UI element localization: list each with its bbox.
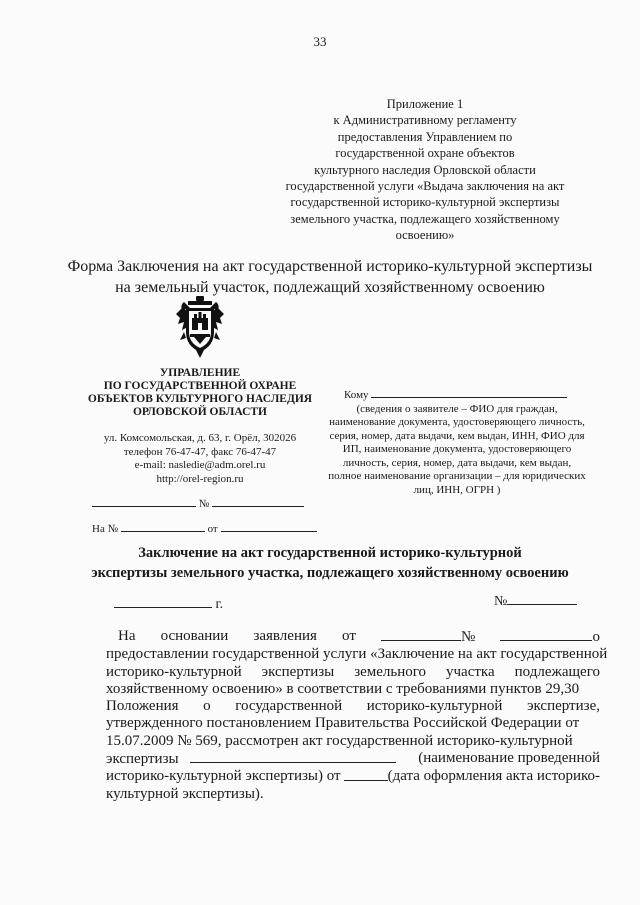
reference-date-blank[interactable]	[221, 521, 317, 532]
conclusion-title-line: Заключение на акт государственной историко-культурной	[138, 545, 522, 561]
appendix-line: к Административному регламенту	[333, 113, 517, 128]
body-line	[106, 681, 600, 698]
appendix-line: освоению»	[395, 228, 455, 243]
body-word: основании	[160, 628, 229, 644]
recipient-hint-line: (сведения о заявителе – ФИО для граждан,	[356, 402, 558, 415]
application-date-blank[interactable]	[381, 628, 461, 641]
agency-website: http://orel-region.ru	[156, 472, 244, 485]
body-word: На	[118, 628, 136, 644]
form-title-line: Форма Заключения на акт государственной историко-культурной экспертизы	[67, 258, 593, 275]
outgoing-number-line	[92, 496, 304, 510]
body-line	[106, 646, 608, 663]
body-text-line: 15.07.2009 № 569, рассмотрен акт государственной историко-культурной	[106, 732, 573, 749]
body-word: государственной	[235, 698, 343, 715]
outgoing-date-blank[interactable]	[92, 496, 196, 507]
recipient-hint-line: серия, номер, дата выдачи, кем выдан, ИНН, ФИО для	[329, 429, 585, 442]
appendix-header	[260, 96, 590, 244]
body-word: земельного	[354, 663, 427, 680]
recipient-hint-line: лиц, ИНН, ОГРН )	[413, 483, 501, 496]
outgoing-number-sign: №	[198, 498, 210, 510]
body-word: о	[592, 629, 600, 645]
recipient-hint-line: наименование документа, удостоверяющего личность,	[329, 416, 585, 428]
agency-name-line: ОБЪЕКТОВ КУЛЬТУРНОГО НАСЛЕДИЯ	[87, 393, 313, 405]
appendix-line: культурного наследия Орловской области	[314, 162, 536, 177]
agency-name-line: ОРЛОВСКОЙ ОБЛАСТИ	[132, 406, 268, 418]
reference-prefix: На №	[92, 523, 119, 535]
reference-number-line	[92, 521, 317, 535]
reference-date-prefix: от	[207, 523, 218, 535]
agency-phone: телефон 76-47-47, факс 76-47-47	[123, 445, 277, 458]
body-text-line: утвержденного постановлением Правительства Российской Федерации от	[106, 715, 580, 732]
conclusion-number-blank[interactable]	[507, 592, 577, 605]
body-word: №	[461, 629, 476, 645]
outgoing-number-blank[interactable]	[212, 496, 304, 507]
form-title-line: на земельный участок, подлежащий хозяйственному освоению	[115, 279, 545, 296]
reference-number-blank[interactable]	[121, 521, 205, 532]
body-word: историко-культурной экспертизы) от	[106, 768, 341, 785]
body-word: заявления	[253, 628, 317, 644]
body-word: (наименование проведенной	[418, 750, 600, 767]
agency-address: ул. Комсомольская, д. 63, г. Орёл, 302026	[103, 432, 297, 444]
body-line	[106, 733, 600, 750]
appendix-line: земельного участка, подлежащего хозяйственному	[290, 211, 560, 226]
body-text-line: культурной экспертизы).	[106, 785, 264, 802]
body-text-line: хозяйственному освоению» в соответствии с требованиями пунктов 29,30	[106, 680, 580, 697]
body-paragraph	[106, 628, 608, 803]
body-word: экспертизе,	[527, 698, 600, 715]
body-word: экспертизы	[261, 663, 335, 680]
recipient-hint-line: полное наименование организации – для юридических	[328, 470, 586, 482]
conclusion-number	[494, 592, 577, 610]
agency-name-line: ПО ГОСУДАРСТВЕННОЙ ОХРАНЕ	[103, 380, 297, 392]
appendix-line: государственной историко-культурной экспертизы	[290, 195, 560, 210]
application-number-o	[500, 628, 600, 646]
body-word: Положения	[106, 698, 179, 715]
appendix-line: государственной охране объектов	[335, 146, 515, 161]
body-line	[106, 715, 600, 732]
body-text-line: предоставлении государственной услуги «Заключение на акт государственной	[106, 646, 608, 663]
conclusion-date-blank[interactable]	[114, 595, 212, 608]
body-word: от	[342, 628, 356, 644]
body-line	[106, 786, 600, 803]
expertise-name-blank[interactable]	[190, 750, 396, 763]
agency-name	[60, 367, 340, 419]
body-word: о	[203, 698, 211, 715]
application-date-number	[381, 628, 475, 646]
recipient-hint-line: личность, серия, номер, дата выдачи, кем выдан,	[342, 456, 572, 469]
body-word: историко-культурной	[106, 663, 242, 680]
body-word: подлежащего	[514, 663, 600, 680]
conclusion-year-suffix: г.	[215, 597, 224, 612]
expertise-name-field	[106, 750, 396, 768]
recipient-hint-line: ИП, наименование документа, удостоверяющего	[342, 443, 572, 455]
appendix-line: предоставления Управлением по	[337, 129, 513, 144]
agency-contacts	[60, 432, 340, 486]
body-line	[118, 628, 600, 646]
conclusion-title-line: экспертизы земельного участка, подлежащего хозяйственному освоению	[91, 565, 569, 581]
body-word: участка	[446, 663, 495, 680]
expertise-date-blank[interactable]	[344, 768, 387, 781]
appendix-line: государственной услуги «Выдача заключения на акт	[285, 179, 565, 194]
page-number: 33	[313, 34, 327, 49]
conclusion-number-sign: №	[494, 594, 508, 609]
body-word: экспертизы	[106, 751, 179, 768]
body-line	[106, 750, 600, 768]
coat-of-arms-icon	[174, 296, 226, 358]
body-line	[106, 768, 600, 785]
recipient-label-line	[312, 389, 602, 403]
application-number-blank[interactable]	[500, 628, 592, 641]
agency-email: e-mail: nasledie@adm.orel.ru	[134, 459, 266, 471]
form-title	[40, 256, 620, 298]
recipient-blank[interactable]	[371, 391, 567, 398]
recipient-block	[312, 389, 602, 497]
agency-name-line: УПРАВЛЕНИЕ	[159, 367, 241, 379]
body-word: (дата оформления акта историко-	[387, 768, 600, 785]
body-line	[106, 698, 600, 715]
conclusion-date	[114, 595, 223, 613]
recipient-label: Кому	[344, 389, 369, 401]
conclusion-title	[40, 543, 620, 583]
appendix-line: Приложение 1	[386, 97, 464, 111]
body-line	[106, 664, 600, 681]
body-word: историко-культурной	[366, 698, 503, 715]
